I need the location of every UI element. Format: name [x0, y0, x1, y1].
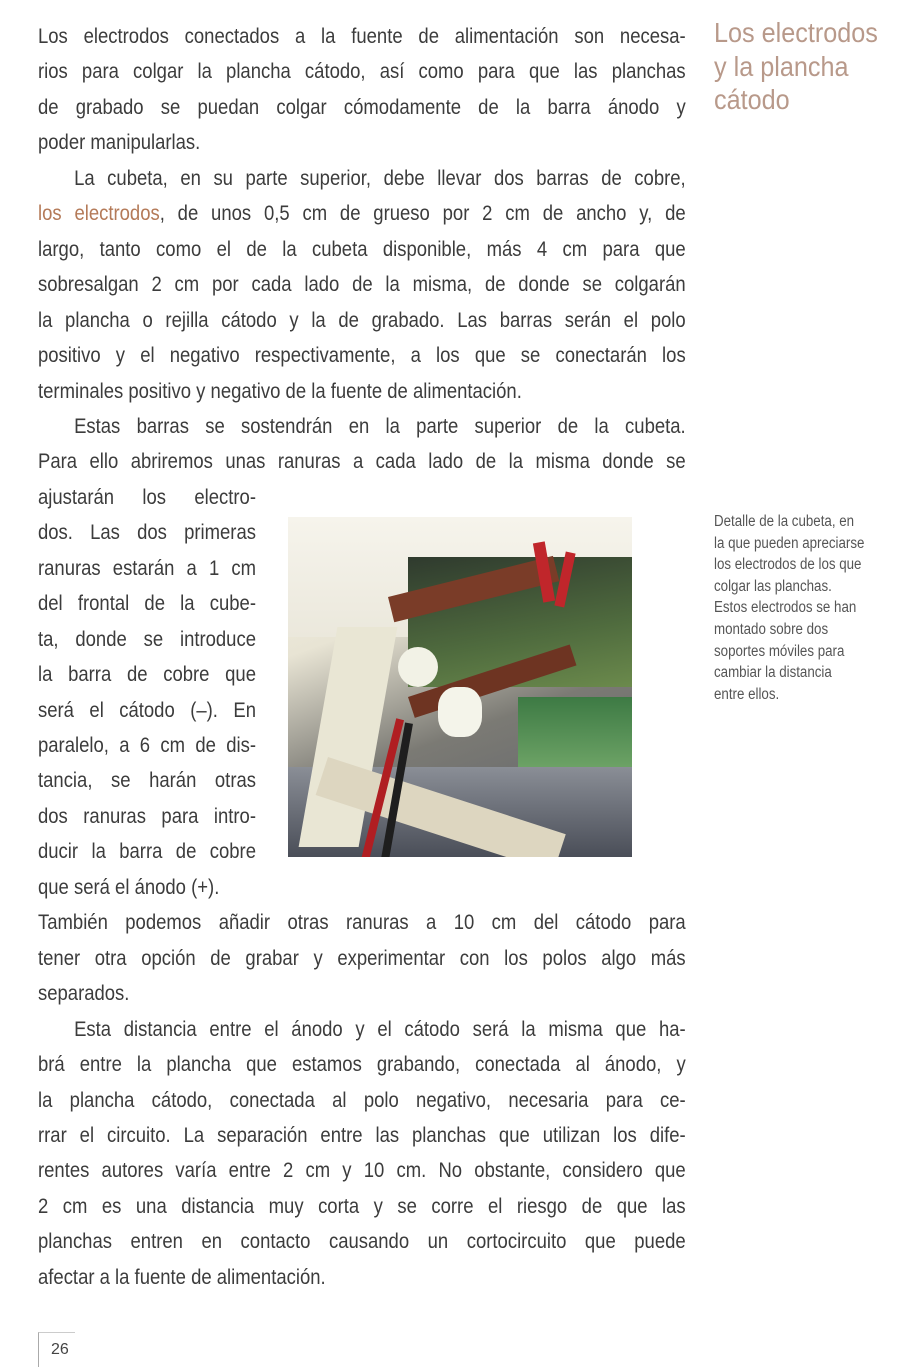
body-line: positivo y el negativo respectivamente, a los que se conectarán los: [38, 344, 686, 368]
body-line: ta, donde se introduce: [38, 627, 256, 651]
body-line: ducir la barra de cobre: [38, 840, 256, 864]
highlighted-term: los electrodos: [38, 202, 160, 226]
body-line: tancia, se harán otras: [38, 769, 256, 793]
body-line: rios para colgar la plancha cátodo, así como para que las planchas: [38, 60, 686, 84]
body-line: paralelo, a 6 cm de dis-: [38, 734, 256, 757]
body-line-text: , de unos 0,5 cm de grueso por 2 cm de ancho y, de: [159, 202, 686, 226]
body-line: la plancha cátodo, conectada al polo negativo, necesaria para ce-: [38, 1088, 686, 1112]
cubeta-photo: [288, 517, 632, 857]
caption-line: la que pueden apreciarse: [714, 534, 865, 552]
caption-line: Estos electrodos se han: [714, 599, 857, 617]
caption-line: colgar las planchas.: [714, 577, 832, 595]
body-line: rrar el circuito. La separación entre las planchas que utilizan los dife-: [38, 1123, 686, 1147]
body-line: ranuras estarán a 1 cm: [38, 556, 256, 580]
body-line: terminales positivo y negativo de la fuente de alimentación.: [38, 379, 522, 403]
photo-caption: [714, 511, 864, 705]
body-line: brá entre la plancha que estamos grabando, conectada al ánodo, y: [38, 1053, 686, 1077]
section-heading: [714, 16, 894, 117]
body-line: dos. Las dos primeras: [38, 521, 256, 545]
body-line: Para ello abriremos unas ranuras a cada lado de la misma donde se: [38, 450, 686, 474]
body-line: Estas barras se sostendrán en la parte superior de la cubeta.: [74, 414, 686, 438]
body-line: ajustarán los electro-: [38, 485, 256, 509]
page-number-frame: [38, 1332, 75, 1367]
body-line: separados.: [38, 982, 130, 1006]
body-line: Los electrodos conectados a la fuente de alimentación son necesa-: [38, 25, 686, 48]
body-line: largo, tanto como el de la cubeta disponible, más 4 cm para que: [38, 237, 686, 261]
heading-line: Los electrodos: [714, 17, 878, 48]
body-line: rentes autores varía entre 2 cm y 10 cm. No obstante, considero que: [38, 1159, 686, 1183]
caption-line: soportes móviles para: [714, 642, 845, 660]
body-line: que será el ánodo (+).: [38, 875, 220, 899]
body-line: será el cátodo (–). En: [38, 698, 256, 722]
heading-line: y la plancha: [714, 50, 849, 82]
body-line: la barra de cobre que: [38, 663, 256, 687]
body-line: planchas entren en contacto causando un cortocircuito que puede: [38, 1230, 686, 1254]
body-line: tener otra opción de grabar y experimentar con los polos algo más: [38, 946, 686, 970]
page-number: 26: [51, 1341, 69, 1358]
body-line: afectar a la fuente de alimentación.: [38, 1265, 326, 1289]
body-line: dos ranuras para intro-: [38, 804, 256, 828]
heading-line: cátodo: [714, 84, 790, 115]
body-line: [38, 196, 686, 232]
body-line: 2 cm es una distancia muy corta y se corre el riesgo de que las: [38, 1194, 686, 1218]
caption-line: Detalle de la cubeta, en: [714, 513, 855, 530]
body-line: También podemos añadir otras ranuras a 10 cm del cátodo para: [38, 911, 686, 935]
body-line: sobresalgan 2 cm por cada lado de la misma, de donde se colgarán: [38, 273, 686, 297]
body-line: La cubeta, en su parte superior, debe llevar dos barras de cobre,: [74, 166, 686, 190]
caption-line: entre ellos.: [714, 685, 780, 703]
caption-line: los electrodos de los que: [714, 556, 862, 574]
caption-line: montado sobre dos: [714, 620, 829, 638]
body-line: de grabado se puedan colgar cómodamente de la barra ánodo y: [38, 95, 686, 119]
caption-line: cambiar la distancia: [714, 664, 832, 682]
body-line: Esta distancia entre el ánodo y el cátodo será la misma que ha-: [74, 1017, 686, 1041]
body-line: del frontal de la cube-: [38, 592, 256, 616]
body-line: poder manipularlas.: [38, 131, 201, 155]
body-line: la plancha o rejilla cátodo y la de grabado. Las barras serán el polo: [38, 308, 686, 332]
